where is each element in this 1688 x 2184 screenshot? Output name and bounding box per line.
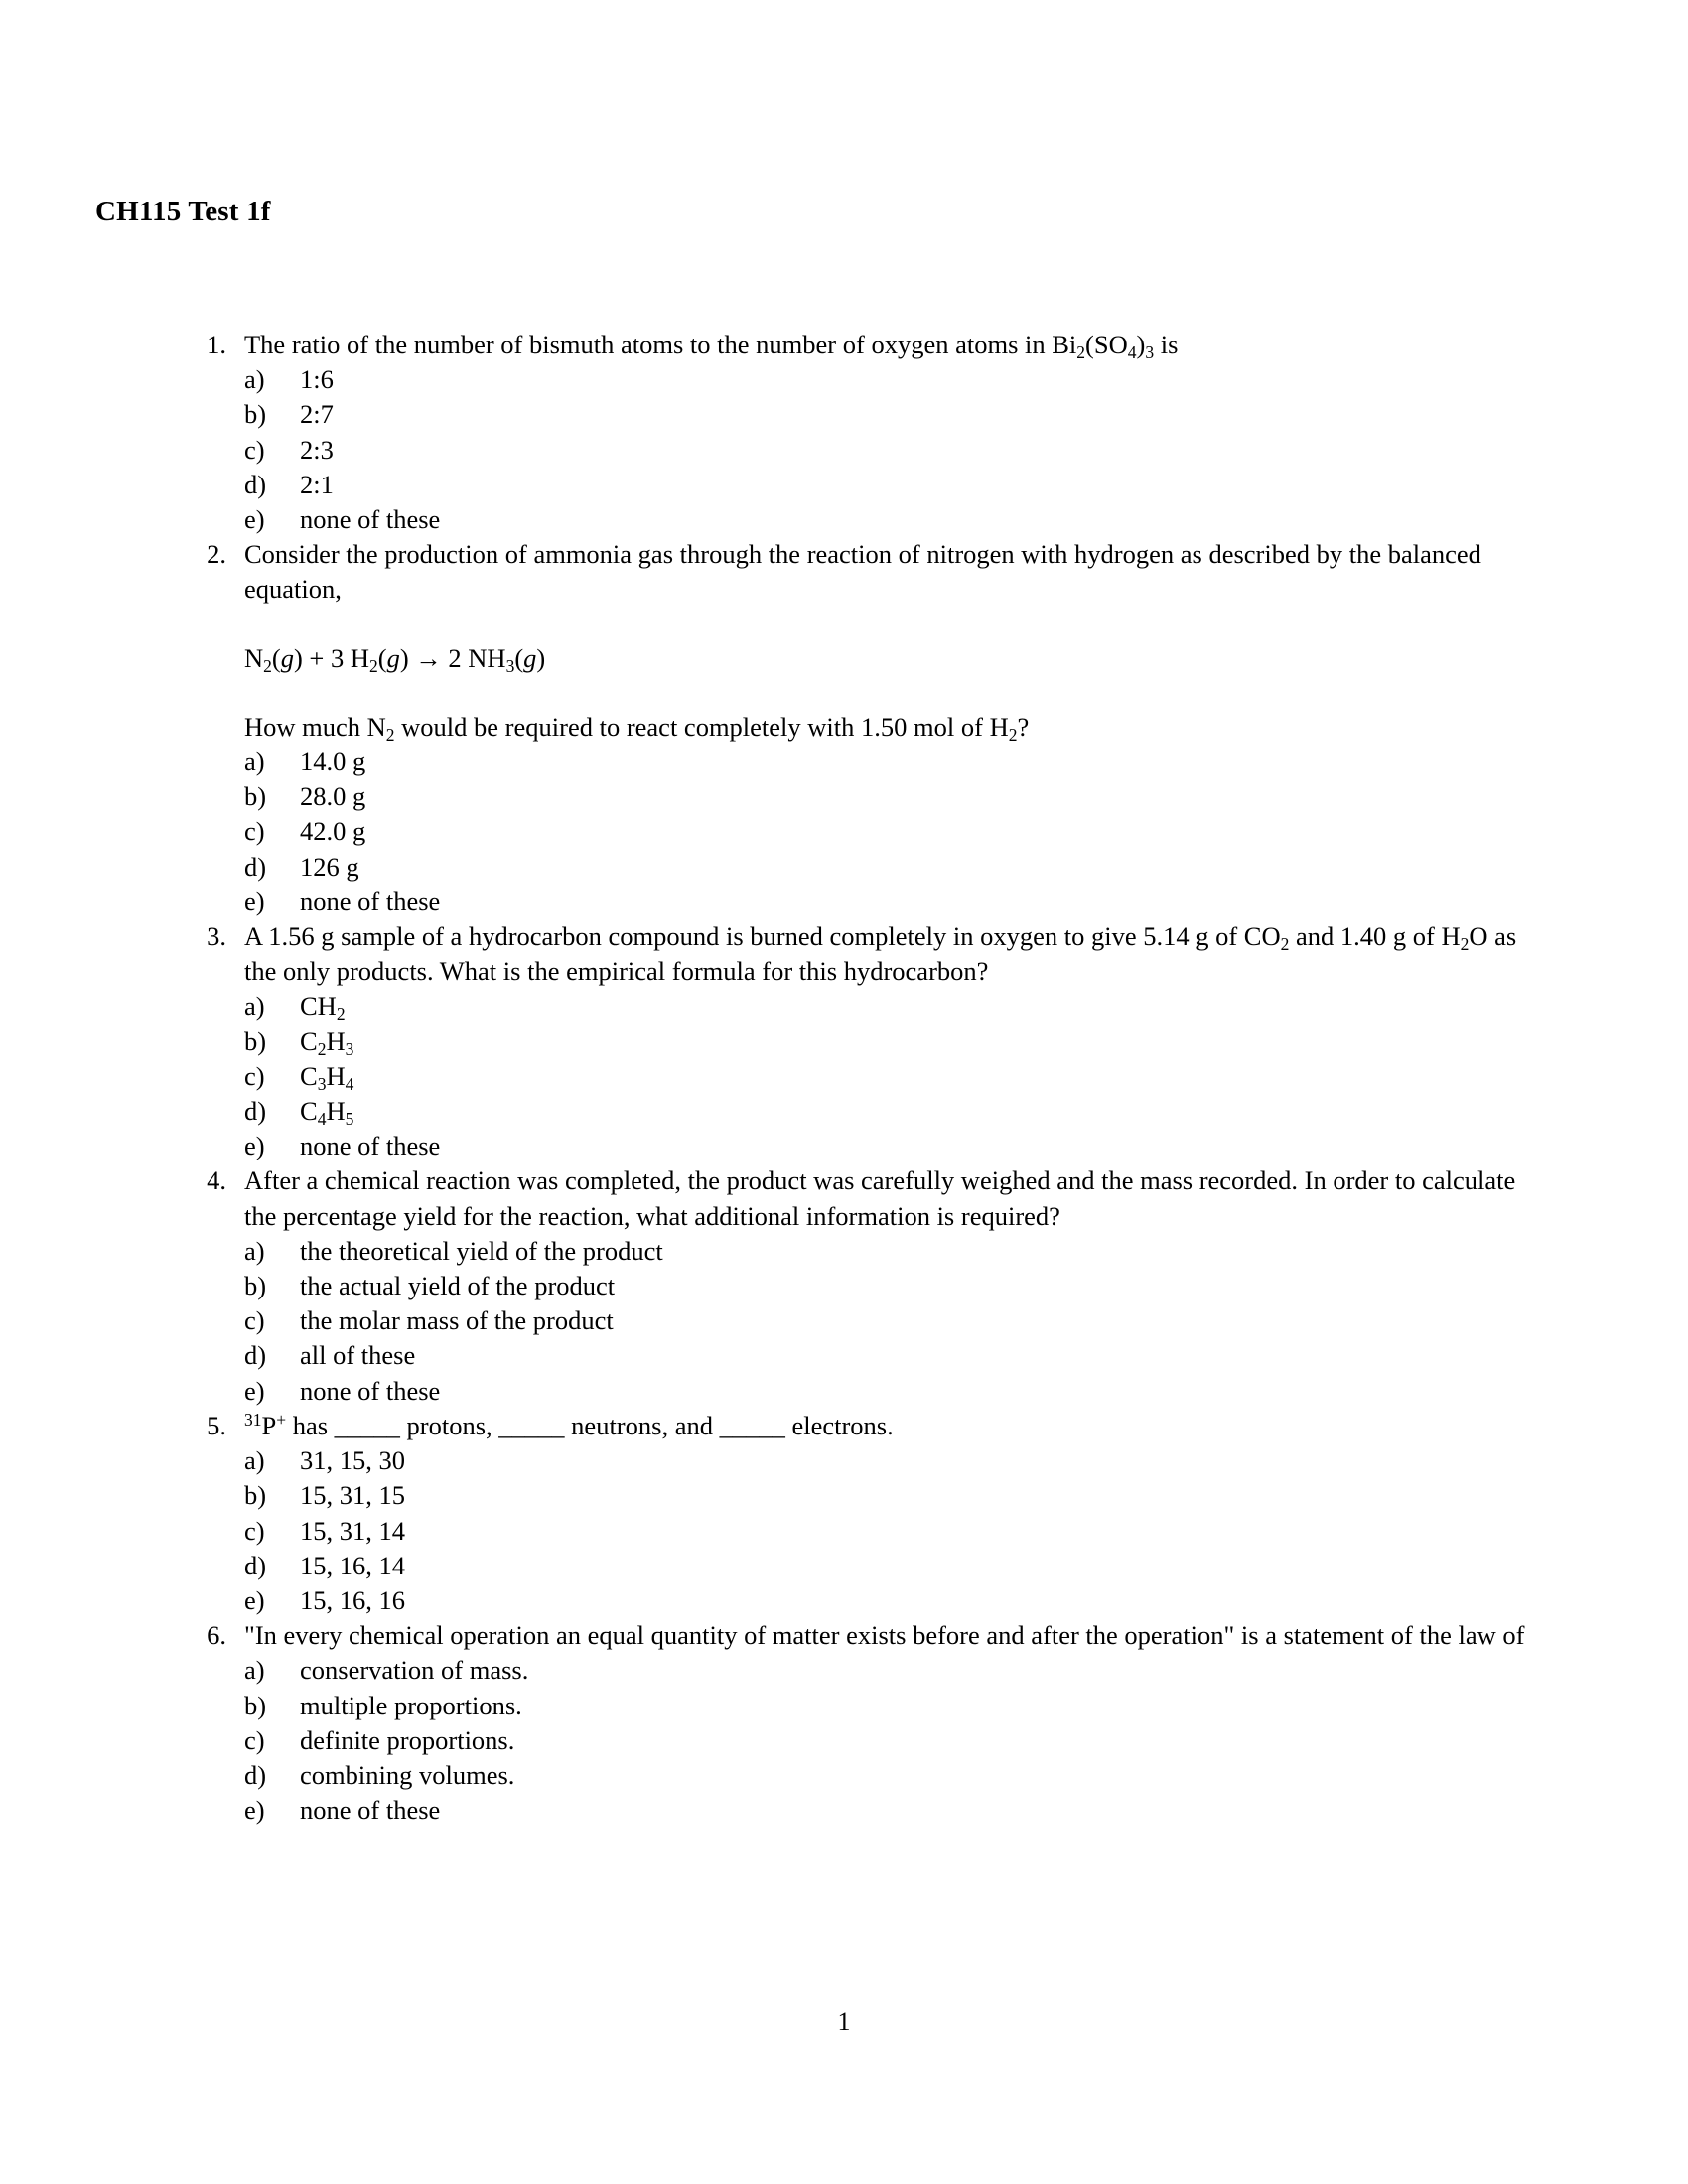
choice-letter: a) — [244, 991, 265, 1022]
answer-choice[interactable] — [244, 1269, 1543, 1303]
question-item — [187, 919, 1543, 1163]
choice-text: 2:3 — [300, 434, 334, 465]
question-number: 1. — [207, 330, 226, 359]
answer-choice[interactable] — [244, 1549, 1543, 1583]
choice-letter: b) — [244, 1480, 267, 1511]
question-stem: $^{31}$P+ has _____ protons, _____ neutrons, and _____ electrons. — [244, 1409, 894, 1440]
choice-text: multiple proportions. — [300, 1690, 522, 1720]
choice-letter: c) — [244, 1515, 265, 1546]
answer-choice[interactable] — [244, 1689, 1543, 1723]
choice-text: none of these — [300, 1795, 441, 1826]
choice-text: 15, 31, 14 — [300, 1515, 405, 1546]
choice-letter: b) — [244, 399, 267, 430]
answer-choice-list — [244, 1234, 1543, 1409]
choice-text: conservation of mass. — [300, 1655, 529, 1686]
question-list-container — [187, 328, 1543, 1828]
answer-choice[interactable] — [244, 1024, 1543, 1059]
answer-choice[interactable] — [244, 1129, 1543, 1163]
answer-choice[interactable] — [244, 1583, 1543, 1618]
question-number: 2. — [207, 539, 226, 570]
choice-text: $C_4H_5$ — [300, 1096, 354, 1129]
choice-text: none of these — [300, 504, 441, 535]
answer-choice[interactable] — [244, 1094, 1543, 1129]
choice-letter: c) — [244, 434, 265, 465]
choice-text: 15, 31, 15 — [300, 1480, 405, 1511]
choice-text: none of these — [300, 1131, 441, 1161]
choice-letter: c) — [244, 1724, 265, 1755]
choice-text: 2:7 — [300, 399, 334, 430]
answer-choice-list — [244, 362, 1543, 537]
choice-letter: b) — [244, 781, 267, 812]
question-stem: After a chemical reaction was completed, the product was carefully weighed and the mass recorded. In order to calculate the percentage yield for the reaction, what additional information is required? — [244, 1165, 1516, 1231]
choice-text: $C_2H_3$ — [300, 1025, 354, 1059]
choice-letter: e) — [244, 1584, 265, 1615]
choice-letter: a) — [244, 364, 265, 395]
choice-text: 2:1 — [300, 469, 334, 499]
question-item — [187, 537, 1543, 919]
answer-choice[interactable] — [244, 1653, 1543, 1688]
choice-text: none of these — [300, 1375, 441, 1406]
answer-choice[interactable] — [244, 397, 1543, 432]
page-number: 1 — [837, 2007, 851, 2036]
choice-text: 31, 15, 30 — [300, 1445, 405, 1476]
answer-choice[interactable] — [244, 468, 1543, 502]
choice-text: none of these — [300, 886, 441, 916]
answer-choice-list — [244, 989, 1543, 1163]
choice-letter: e) — [244, 1131, 265, 1161]
choice-text: the actual yield of the product — [300, 1271, 616, 1301]
question-item — [187, 1618, 1543, 1828]
answer-choice-list — [244, 1443, 1543, 1618]
choice-letter: e) — [244, 886, 265, 916]
choice-text: 42.0 g — [300, 816, 366, 847]
choice-letter: e) — [244, 1375, 265, 1406]
choice-letter: a) — [244, 1655, 265, 1686]
choice-text: all of these — [300, 1340, 416, 1371]
answer-choice[interactable] — [244, 1758, 1543, 1793]
answer-choice[interactable] — [244, 779, 1543, 814]
choice-letter: d) — [244, 851, 267, 882]
chemical-equation: $N_2(g) + 3$ $H_2(g) \to 2$ $NH_3(g)$ — [244, 642, 546, 676]
answer-choice-list — [244, 745, 1543, 919]
question-number: 3. — [207, 921, 226, 952]
page-title: CH115 Test 1f — [95, 196, 271, 227]
choice-letter: e) — [244, 1795, 265, 1826]
question-item — [187, 1163, 1543, 1408]
question-stem: A 1.56 g sample of a hydrocarbon compound is burned completely in oxygen to give 5.14 g of $CO_2$ and 1.40 g of $H_2O$ as the only products. What is the empirical formula for this hydrocarbon? — [244, 921, 1517, 987]
choice-text: 14.0 g — [300, 747, 366, 777]
choice-letter: a) — [244, 1235, 265, 1266]
answer-choice[interactable] — [244, 1514, 1543, 1549]
choice-text: the theoretical yield of the product — [300, 1235, 663, 1266]
choice-text: 126 g — [300, 851, 359, 882]
answer-choice[interactable] — [244, 885, 1543, 919]
answer-choice[interactable] — [244, 745, 1543, 779]
question-list — [187, 328, 1543, 1828]
choice-text: 15, 16, 14 — [300, 1550, 405, 1580]
choice-letter: b) — [244, 1025, 267, 1056]
question-number: 4. — [207, 1165, 226, 1196]
choice-letter: b) — [244, 1690, 267, 1720]
question-stem: "In every chemical operation an equal quantity of matter exists before and after the operation" is a statement of the law of — [244, 1620, 1525, 1651]
answer-choice[interactable] — [244, 362, 1543, 397]
choice-letter: d) — [244, 1759, 267, 1790]
choice-letter: d) — [244, 1550, 267, 1580]
question-stem: Consider the production of ammonia gas through the reaction of nitrogen with hydrogen as described by the balanced equation, — [244, 539, 1481, 605]
answer-choice[interactable] — [244, 1723, 1543, 1758]
answer-choice[interactable] — [244, 850, 1543, 885]
answer-choice[interactable] — [244, 1059, 1543, 1094]
choice-text: 1:6 — [300, 364, 334, 395]
answer-choice[interactable] — [244, 1793, 1543, 1828]
choice-letter: d) — [244, 1096, 267, 1127]
answer-choice[interactable] — [244, 1303, 1543, 1338]
question-number: 5. — [207, 1410, 226, 1440]
question-number: 6. — [207, 1620, 226, 1651]
choice-text: the molar mass of the product — [300, 1305, 614, 1336]
choice-text: 28.0 g — [300, 781, 366, 812]
choice-letter: b) — [244, 1271, 267, 1301]
choice-letter: e) — [244, 504, 265, 535]
answer-choice[interactable] — [244, 1234, 1543, 1269]
choice-text: combining volumes. — [300, 1759, 515, 1790]
answer-choice[interactable] — [244, 1338, 1543, 1373]
choice-letter: a) — [244, 1445, 265, 1476]
answer-choice-list — [244, 1653, 1543, 1828]
choice-text: definite proportions. — [300, 1724, 515, 1755]
choice-text: 15, 16, 16 — [300, 1584, 405, 1615]
choice-text: $C_3H_4$ — [300, 1060, 354, 1094]
choice-letter: c) — [244, 1060, 265, 1091]
choice-text: $CH_2$ — [300, 991, 346, 1024]
answer-choice[interactable] — [244, 814, 1543, 849]
choice-letter: c) — [244, 1305, 265, 1336]
question-item — [187, 328, 1543, 537]
answer-choice[interactable] — [244, 989, 1543, 1024]
question-item — [187, 1409, 1543, 1618]
answer-choice[interactable] — [244, 502, 1543, 537]
answer-choice[interactable] — [244, 1443, 1543, 1478]
choice-letter: c) — [244, 816, 265, 847]
choice-letter: a) — [244, 747, 265, 777]
question-stem: The ratio of the number of bismuth atoms to the number of oxygen atoms in $Bi_2(SO_4)_3$ is — [244, 330, 1179, 362]
choice-letter: d) — [244, 469, 267, 499]
question-subprompt: How much $N_2$ would be required to react completely with 1.50 mol of $H_2$? — [244, 711, 1030, 745]
answer-choice[interactable] — [244, 433, 1543, 468]
choice-letter: d) — [244, 1340, 267, 1371]
answer-choice[interactable] — [244, 1478, 1543, 1513]
answer-choice[interactable] — [244, 1374, 1543, 1409]
